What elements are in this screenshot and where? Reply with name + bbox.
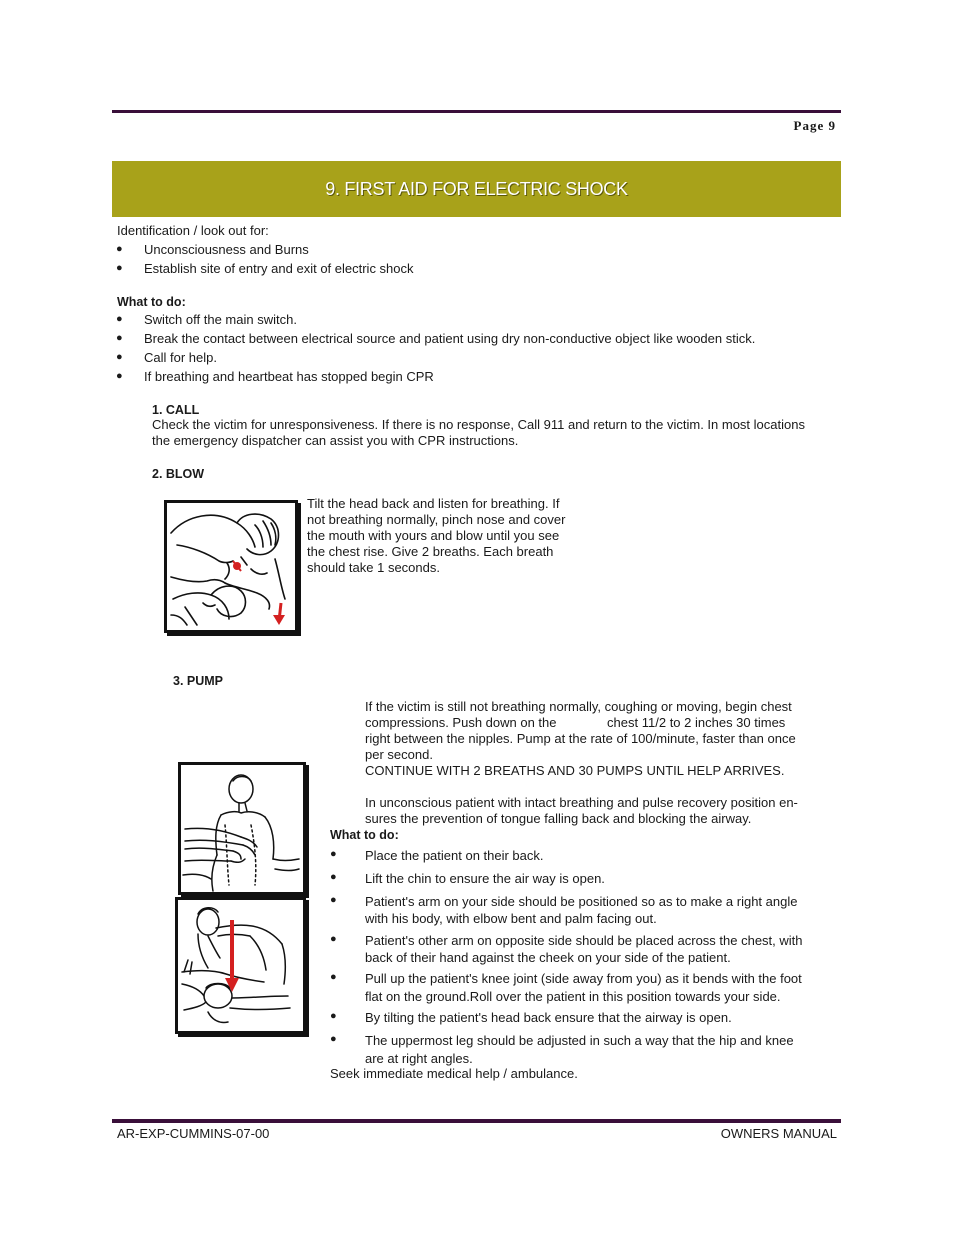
bullet-icon: ● [330, 933, 337, 945]
recovery-step: Place the patient on their back. [365, 848, 544, 863]
recovery-step-continued: flat on the ground.Roll over the patient in this position towards your side. [365, 989, 781, 1004]
recovery-step: The uppermost leg should be adjusted in such a way that the hip and knee [365, 1033, 794, 1048]
rescue-breathing-drawing [167, 503, 295, 630]
bullet-icon: ● [116, 313, 123, 325]
pump-text-line: CONTINUE WITH 2 BREATHS AND 30 PUMPS UNTIL HELP ARRIVES. [365, 763, 785, 778]
bullet-icon: ● [330, 1033, 337, 1045]
bullet-icon: ● [330, 1010, 337, 1022]
action-item: If breathing and heartbeat has stopped begin CPR [144, 369, 434, 384]
blow-heading: 2. BLOW [152, 467, 205, 481]
page-number: Page 9 [793, 118, 836, 133]
recovery-position-drawing [178, 900, 303, 1031]
action-item: Call for help. [144, 350, 217, 365]
blow-text-line: should take 1 seconds. [307, 560, 440, 575]
pump-text-line: per second. [365, 747, 433, 762]
section-banner [112, 161, 841, 217]
footer-rule [112, 1119, 841, 1123]
pump-text-line: If the victim is still not breathing normally, coughing or moving, begin chest [365, 699, 792, 714]
manual-title: OWNERS MANUAL [720, 1126, 837, 1141]
recovery-step: Pull up the patient's knee joint (side away from you) as it bends with the foot [365, 971, 802, 986]
recovery-step: Patient's arm on your side should be positioned so as to make a right angle [365, 894, 798, 909]
pump-text-line: right between the nipples. Pump at the rate of 100/minute, faster than once [365, 731, 796, 746]
rescue-breathing-illustration [164, 500, 298, 633]
recovery-text-line: In unconscious patient with intact breathing and pulse recovery position en- [365, 795, 798, 810]
section-title: 9. FIRST AID FOR ELECTRIC SHOCK [325, 179, 628, 199]
recovery-step-continued: with his body, with elbow bent and palm facing out. [365, 911, 657, 926]
call-heading: 1. CALL [152, 403, 200, 417]
bullet-icon: ● [116, 370, 123, 382]
identification-item: Establish site of entry and exit of electric shock [144, 261, 414, 276]
pump-text-line: compressions. Push down on the chest 11/2 to 2 inches 30 times [365, 715, 786, 730]
bullet-icon: ● [330, 894, 337, 906]
identification-intro: Identification / look out for: [117, 223, 269, 238]
recovery-position-illustration [175, 897, 306, 1034]
action-item: Break the contact between electrical source and patient using dry non-conductive object like wooden stick. [144, 331, 756, 346]
bullet-icon: ● [116, 332, 123, 344]
bullet-icon: ● [330, 871, 337, 883]
blow-text-line: the mouth with yours and blow until you see [307, 528, 560, 543]
blow-text-line: the chest rise. Give 2 breaths. Each breath [307, 544, 554, 559]
recovery-step-continued: back of their hand against the cheek on your side of the patient. [365, 950, 731, 965]
recovery-step: By tilting the patient's head back ensure that the airway is open. [365, 1010, 732, 1025]
recovery-text-line: sures the prevention of tongue falling back and blocking the airway. [365, 811, 752, 826]
header-rule [112, 110, 841, 113]
chest-compression-illustration [178, 762, 306, 895]
recovery-step: Lift the chin to ensure the air way is open. [365, 871, 605, 886]
bullet-icon: ● [116, 243, 123, 255]
pump-heading: 3. PUMP [173, 674, 224, 688]
document-code: AR-EXP-CUMMINS-07-00 [117, 1126, 270, 1141]
recovery-what-to-do-heading: What to do: [330, 828, 399, 842]
bullet-icon: ● [116, 262, 123, 274]
closing-instruction: Seek immediate medical help / ambulance. [330, 1066, 578, 1081]
blow-text-line: not breathing normally, pinch nose and cover [307, 512, 566, 527]
what-to-do-heading: What to do: [117, 295, 186, 309]
call-text-line: Check the victim for unresponsiveness. If there is no response, Call 911 and return to the victim. In most locations [152, 417, 805, 432]
bullet-icon: ● [330, 848, 337, 860]
identification-item: Unconsciousness and Burns [144, 242, 309, 257]
call-text-line: the emergency dispatcher can assist you with CPR instructions. [152, 433, 519, 448]
bullet-icon: ● [116, 351, 123, 363]
chest-compression-drawing [181, 765, 303, 892]
blow-text-line: Tilt the head back and listen for breathing. If [307, 496, 560, 511]
recovery-step: Patient's other arm on opposite side should be placed across the chest, with [365, 933, 803, 948]
bullet-icon: ● [330, 971, 337, 983]
recovery-step-continued: are at right angles. [365, 1051, 473, 1066]
action-item: Switch off the main switch. [144, 312, 297, 327]
